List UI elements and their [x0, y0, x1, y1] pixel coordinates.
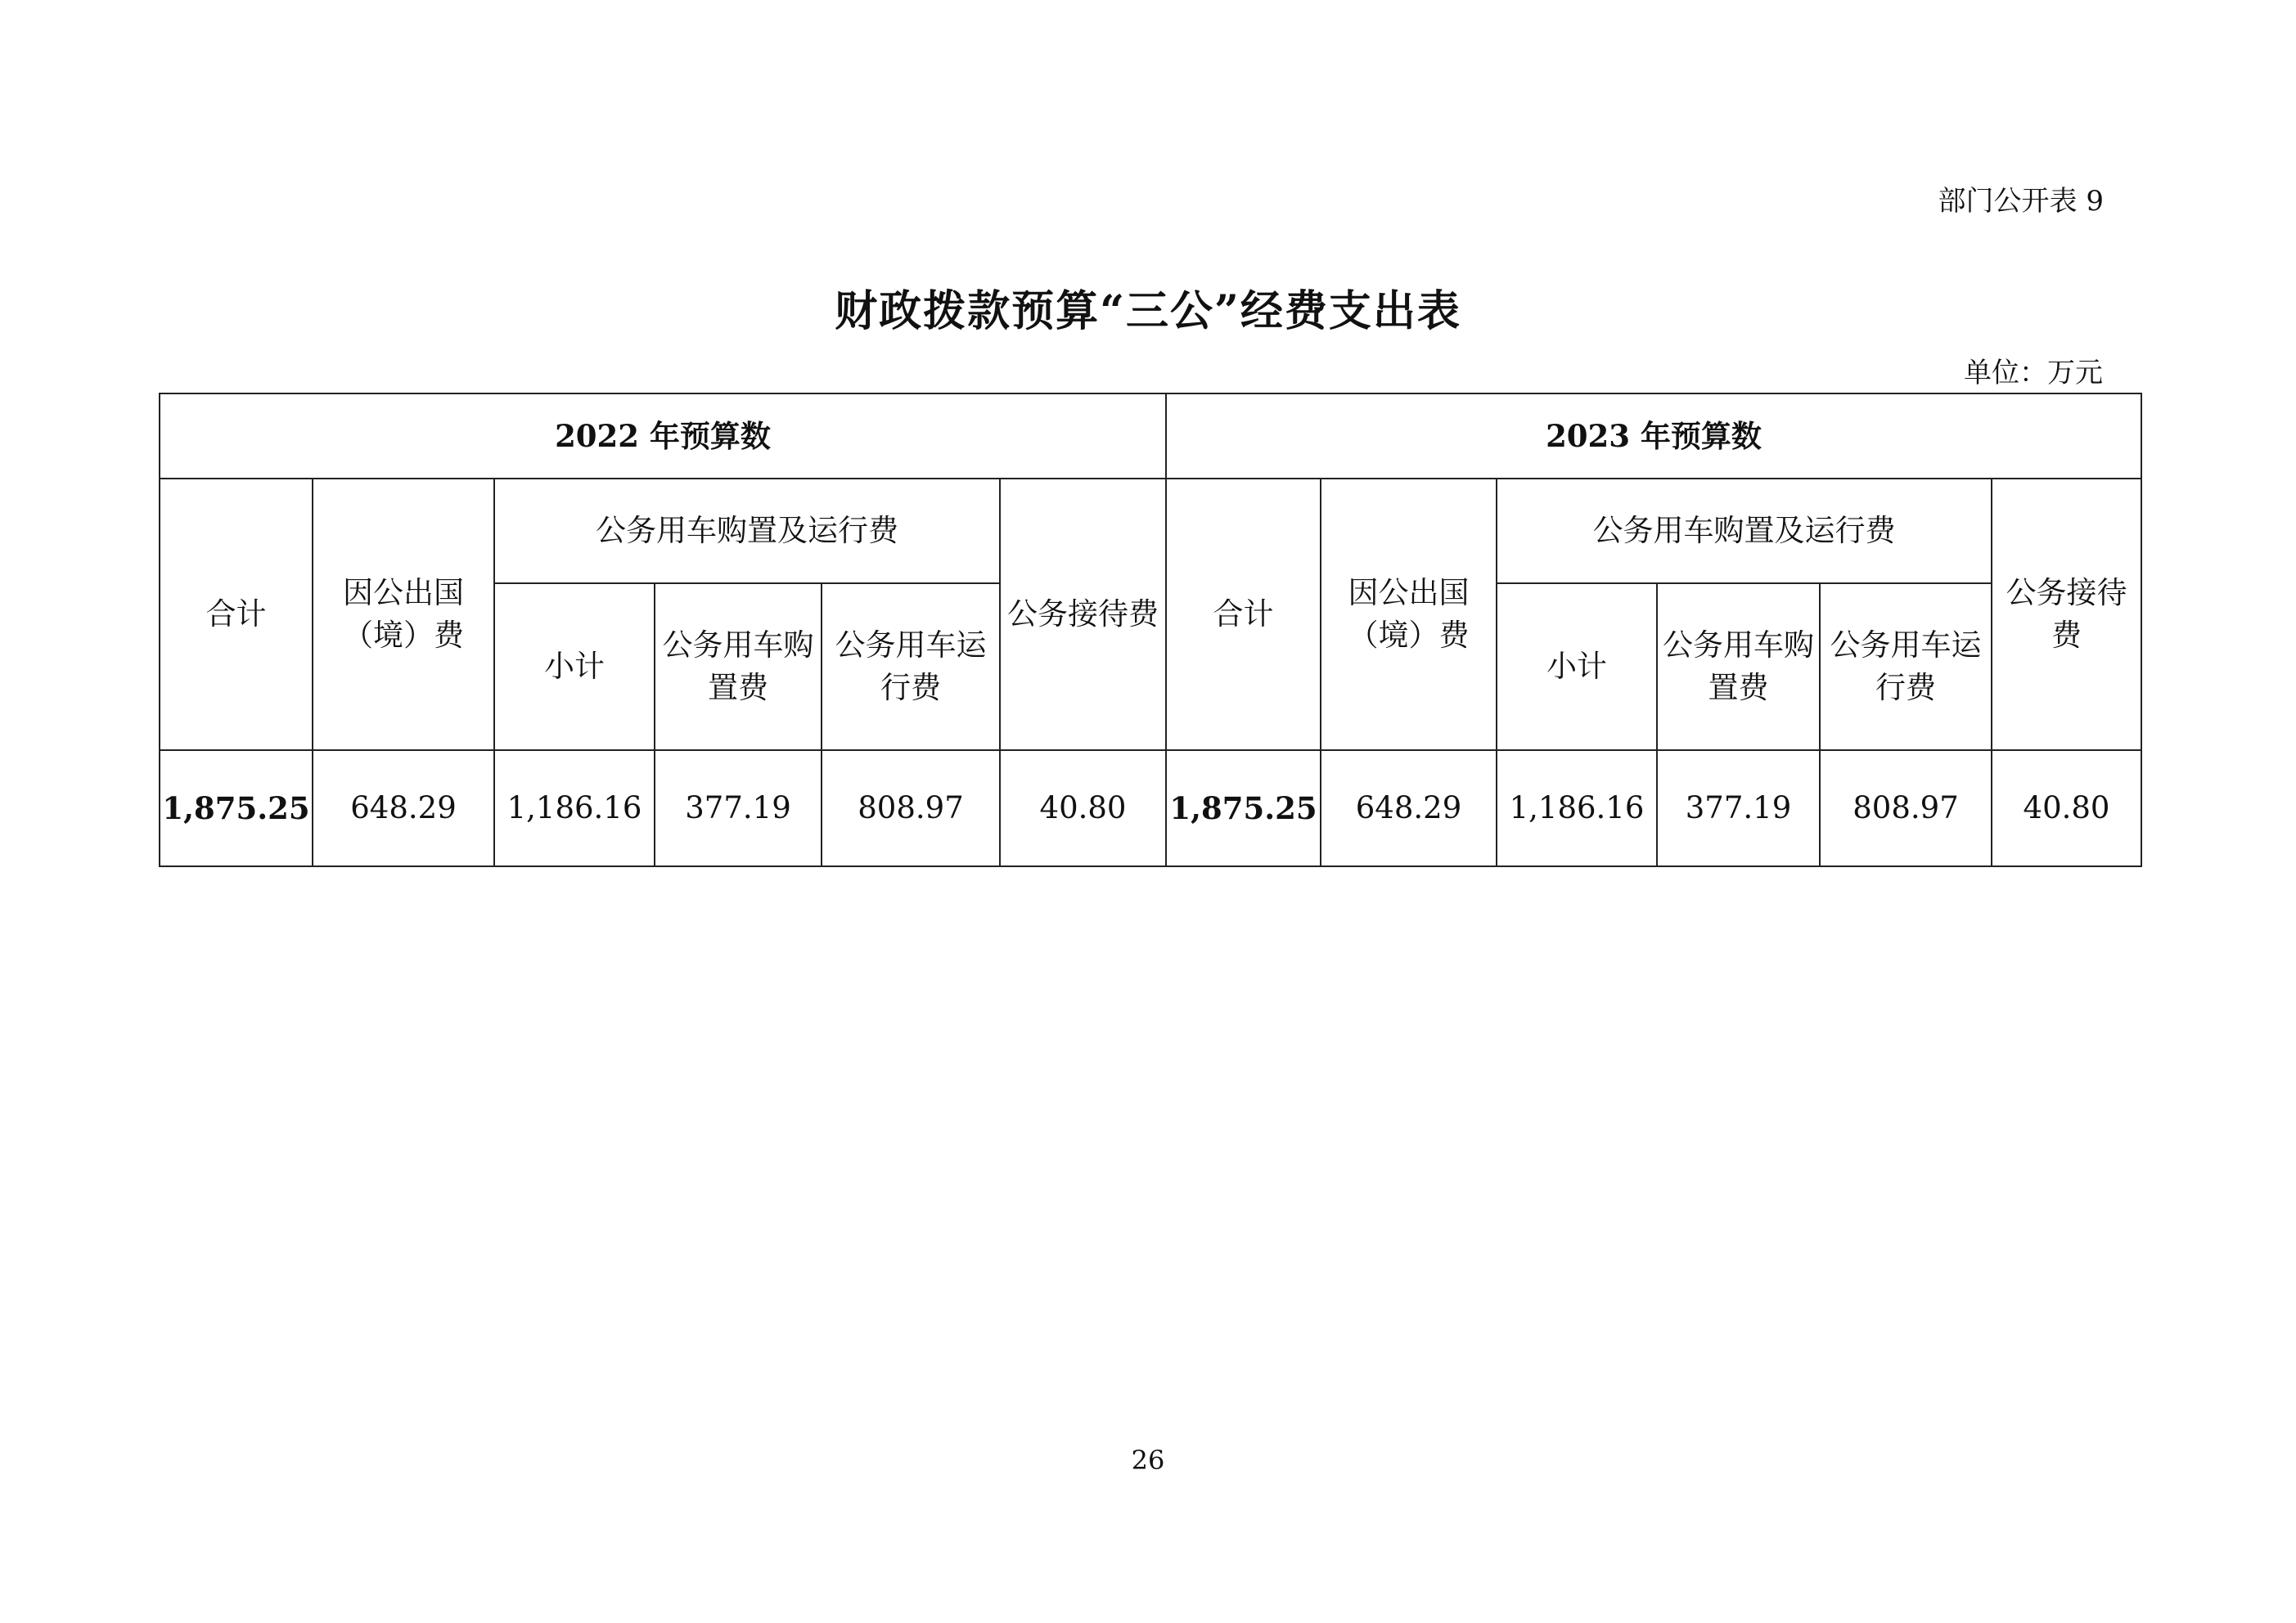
col-subtotal-2023: 小计 — [1497, 583, 1657, 750]
cell-subtotal-2023: 1,186.16 — [1497, 750, 1657, 866]
col-subtotal-2022: 小计 — [494, 583, 655, 750]
cell-total-2022: 1,875.25 — [160, 750, 313, 866]
cell-reception-2023: 40.80 — [1992, 750, 2141, 866]
col-purchase-2023: 公务用车购置费 — [1657, 583, 1820, 750]
cell-total-2023: 1,875.25 — [1166, 750, 1321, 866]
year-header-2023: 2023 年预算数 — [1166, 393, 2141, 479]
col-purchase-2022: 公务用车购置费 — [655, 583, 822, 750]
cell-operation-2022: 808.97 — [822, 750, 1000, 866]
cell-purchase-2022: 377.19 — [655, 750, 822, 866]
col-abroad-2023: 因公出国（境）费 — [1321, 479, 1497, 750]
col-operation-2022: 公务用车运行费 — [822, 583, 1000, 750]
col-total-2023: 合计 — [1166, 479, 1321, 750]
cell-reception-2022: 40.80 — [1000, 750, 1166, 866]
col-vehicle-group-2022: 公务用车购置及运行费 — [494, 479, 1000, 583]
table-row — [160, 750, 2141, 866]
col-total-2022: 合计 — [160, 479, 313, 750]
three-public-expense-table — [159, 393, 2142, 867]
cell-operation-2023: 808.97 — [1820, 750, 1992, 866]
cell-purchase-2023: 377.19 — [1657, 750, 1820, 866]
year-header-2022: 2022 年预算数 — [160, 393, 1166, 479]
col-vehicle-group-2023: 公务用车购置及运行费 — [1497, 479, 1992, 583]
page-title: 财政拨款预算“三公”经费支出表 — [835, 286, 1461, 336]
table-number: 部门公开表 9 — [1938, 185, 2104, 218]
cell-subtotal-2022: 1,186.16 — [494, 750, 655, 866]
cell-abroad-2022: 648.29 — [313, 750, 494, 866]
page-number: 26 — [1131, 1445, 1165, 1476]
cell-abroad-2023: 648.29 — [1321, 750, 1497, 866]
col-reception-2022: 公务接待费 — [1000, 479, 1166, 750]
col-reception-2023: 公务接待费 — [1992, 479, 2141, 750]
col-abroad-2022: 因公出国（境）费 — [313, 479, 494, 750]
unit-label: 单位：万元 — [1964, 357, 2103, 389]
col-operation-2023: 公务用车运行费 — [1820, 583, 1992, 750]
